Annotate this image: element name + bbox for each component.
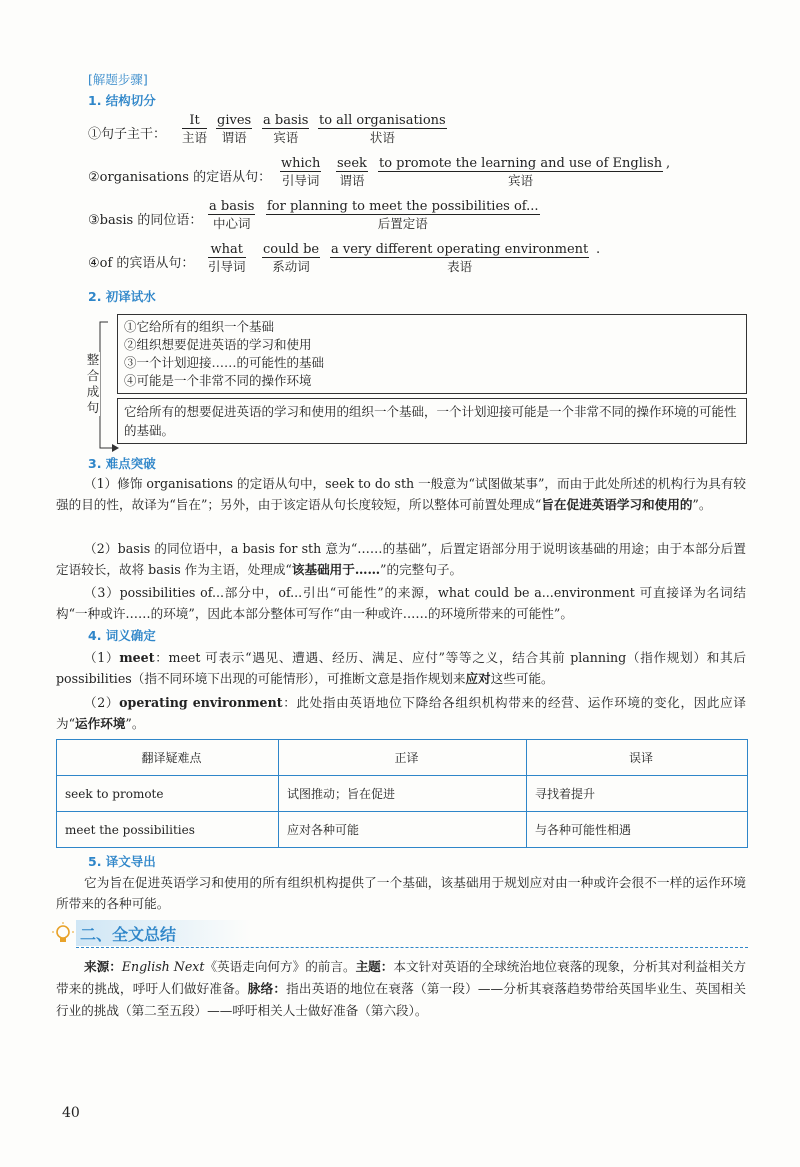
row2-tail: , — [666, 156, 671, 171]
meaning-2: （2）operating environment：此处指由英语地位下降给各组织机构带来的经营、运作环境的变化，因此应译为“运作环境”。 — [56, 695, 747, 731]
merge-label: 整合成句 — [86, 352, 100, 415]
steps-bracket: [解题步骤] — [88, 72, 148, 87]
table-header: 正译 — [279, 740, 527, 776]
word-which: which 引导词 — [281, 156, 321, 188]
row4-label: ④of 的宾语从句： — [88, 256, 195, 271]
table-header: 翻译疑难点 — [57, 740, 279, 776]
summary-paragraph: 来源：English Next《英语走向何方》的前言。主题：本文针对英语的全球统治地位衰落的现象，分析其对利益相关方带来的挑战，呼吁人们做好准备。脉络：指出英语的地位在衰落（第一段）——分析其衰落趋势带给英国毕业生、英国相关行业的挑战（第二至五段）——呼吁相关人士做好准备（第六段）。 — [56, 959, 747, 1018]
word-environment: a very different operating environment 表语 — [331, 242, 589, 274]
translation-table — [56, 739, 748, 848]
difficulty-2-bold: 该基础用于…… — [291, 562, 381, 577]
summary-header — [50, 920, 750, 948]
word-it: It 主语 — [182, 113, 208, 145]
difficulty-2: （2）basis 的同位语中，a basis for sth 意为“……的基础”，后置定语部分用于说明该基础的用途；由于本部分后置定语较长，故将 basis 作为主语，处理成“该基础用于……”的完整句子。 — [56, 541, 746, 577]
row2-label: ②organisations 的定语从句： — [88, 170, 272, 185]
draft-line-4: ④可能是一个非常不同的操作环境 — [124, 373, 312, 388]
word-could-be: could be 系动词 — [263, 242, 320, 274]
heading-difficulties: 3. 难点突破 — [88, 456, 156, 471]
table-header: 误译 — [527, 740, 748, 776]
table-cell: 与各种可能性相遇 — [527, 812, 748, 848]
table-cell: 寻找着提升 — [527, 776, 748, 812]
page-number: 40 — [62, 1105, 80, 1121]
summary-title: 二、全文总结 — [80, 925, 177, 944]
row3-label: ③basis 的同位语： — [88, 213, 203, 228]
table-cell: 应对各种可能 — [279, 812, 527, 848]
table-cell: meet the possibilities — [57, 812, 279, 848]
difficulty-3: （3）possibilities of...部分中，of...引出“可能性”的来源，what could be a...environment 可直接译为名词结构“一种或许……的环境”，因此本部分整体可写作“由一种或许……的环境所带来的可能性”。 — [56, 585, 746, 621]
word-to-all-organisations: to all organisations 状语 — [319, 113, 446, 145]
heading-meaning: 4. 词义确定 — [88, 628, 156, 643]
word-gives: gives 谓语 — [217, 113, 252, 145]
row1-label: ①句子主干： — [88, 127, 167, 142]
draft-lines-box — [117, 314, 747, 394]
draft-line-3: ③一个计划迎接……的可能性的基础 — [124, 355, 325, 370]
table-cell: seek to promote — [57, 776, 279, 812]
draft-line-2: ②组织想要促进英语的学习和使用 — [124, 337, 312, 352]
draft-line-1: ①它给所有的组织一个基础 — [124, 319, 275, 334]
final-translation: 它为旨在促进英语学习和使用的所有组织机构提供了一个基础，该基础用于规划应对由一种或许会很不一样的运作环境所带来的各种可能。 — [56, 875, 746, 911]
draft-combined: 它给所有的想要促进英语的学习和使用的组织一个基础，一个计划迎接可能是一个非常不同的操作环境的可能性的基础。 — [124, 404, 737, 438]
draft-combined-box — [117, 398, 747, 444]
heading-structure: 1. 结构切分 — [88, 93, 156, 108]
difficulty-1: （1）修饰 organisations 的定语从句中，seek to do sth 一般意为“试图做某事”，而由于此处所述的机构行为具有较强的目的性，故译为“旨在”；另外，由于该定语从句长度较短，所以整体可前置处理成“旨在促进英语学习和使用的”。 — [56, 476, 746, 512]
heading-draft: 2. 初译试水 — [88, 289, 156, 304]
meaning-1: （1）meet：meet 可表示“遇见、遭遇、经历、满足、应付”等等之义，结合其前 planning（指作规划）和其后 possibilities（指不同环境下出现的可能情形），可推断文意是指作规划来应对这些可能。 — [56, 650, 746, 686]
table-cell: 试图推动；旨在促进 — [279, 776, 527, 812]
table-row — [57, 776, 748, 812]
lightbulb-icon — [52, 922, 74, 946]
word-seek: seek 谓语 — [337, 156, 367, 188]
word-for-planning: for planning to meet the possibilities of... 后置定语 — [267, 199, 539, 231]
word-to-promote: to promote the learning and use of English 宾语 — [379, 156, 663, 188]
word-what: what 引导词 — [208, 242, 246, 274]
word-a-basis: a basis 宾语 — [263, 113, 309, 145]
heading-final: 5. 译文导出 — [88, 854, 156, 869]
row4-tail: . — [596, 242, 601, 257]
word-a-basis-2: a basis 中心词 — [209, 199, 255, 231]
difficulty-1-bold: 旨在促进英语学习和使用的 — [541, 497, 693, 512]
table-row — [57, 812, 748, 848]
table-header-row — [57, 740, 748, 776]
